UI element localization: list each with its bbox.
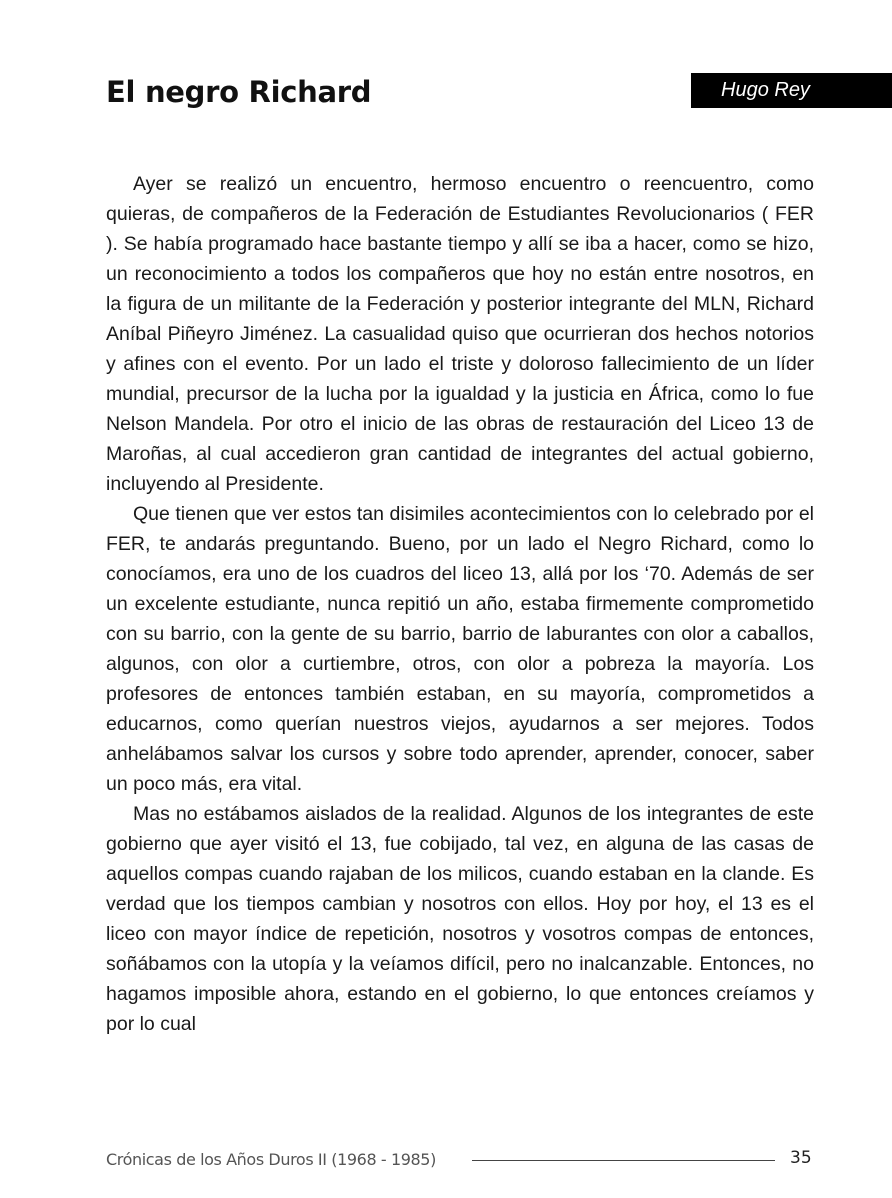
footer-divider [472,1160,775,1161]
article-title: El negro Richard [106,75,372,109]
paragraph-2: Que tienen que ver estos tan disimiles acontecimientos con lo celebrado por el FER, te andarás preguntando. Bueno, por un lado el Negro Richard, como lo conocíamos, era uno de los cuadros del liceo 13, allá por los ‘70. Además de ser un excelente estudiante, nunca repitió un año, estaba firmemente comprometido con su barrio, con la gente de su barrio, barrio de laburantes con olor a caballos, algunos, con olor a curtiembre, otros, con olor a pobreza la mayoría. Los profesores de entonces también estaban, en su mayoría, comprometidos a educarnos, como querían nuestros viejos, ayudarnos a ser mejores. Todos anhelábamos salvar los cursos y sobre todo aprender, aprender, conocer, saber un poco más, era vital. [106,503,814,795]
article-body [106,169,814,1039]
author-name: Hugo Rey [721,79,810,101]
page-number: 35 [790,1148,812,1168]
paragraph-1: Ayer se realizó un encuentro, hermoso encuentro o reencuentro, como quieras, de compañeros de la Federación de Estudiantes Revolucionarios ( FER ). Se había programado hace bastante tiempo y allí se iba a hacer, como se hizo, un reconocimiento a todos los compañeros que hoy no están entre nosotros, en la figura de un militante de la Federación y posterior integrante del MLN, Richard Aníbal Piñeyro Jiménez. La casualidad quiso que ocurrieran dos hechos notorios y afines con el evento. Por un lado el triste y doloroso fallecimiento de un líder mundial, precursor de la lucha por la igualdad y la justicia en África, como lo fue Nelson Mandela. Por otro el inicio de las obras de restauración del Liceo 13 de Maroñas, al cual accedieron gran cantidad de integrantes del actual gobierno, incluyendo al Presidente. [106,173,814,495]
footer-book-title: Crónicas de los Años Duros II (1968 - 1985) [106,1150,436,1169]
author-badge [691,73,892,108]
paragraph-3: Mas no estábamos aislados de la realidad. Algunos de los integrantes de este gobierno que ayer visitó el 13, fue cobijado, tal vez, en alguna de las casas de aquellos compas cuando rajaban de los milicos, cuando estaban en la clande. Es verdad que los tiempos cambian y nosotros con ellos. Hoy por hoy, el 13 es el liceo con mayor índice de repetición, nosotros y vosotros compas de entonces, soñábamos con la utopía y la veíamos difícil, pero no inalcanzable. Entonces, no hagamos imposible ahora, estando en el gobierno, lo que entonces creíamos y por lo cual [106,803,814,1035]
